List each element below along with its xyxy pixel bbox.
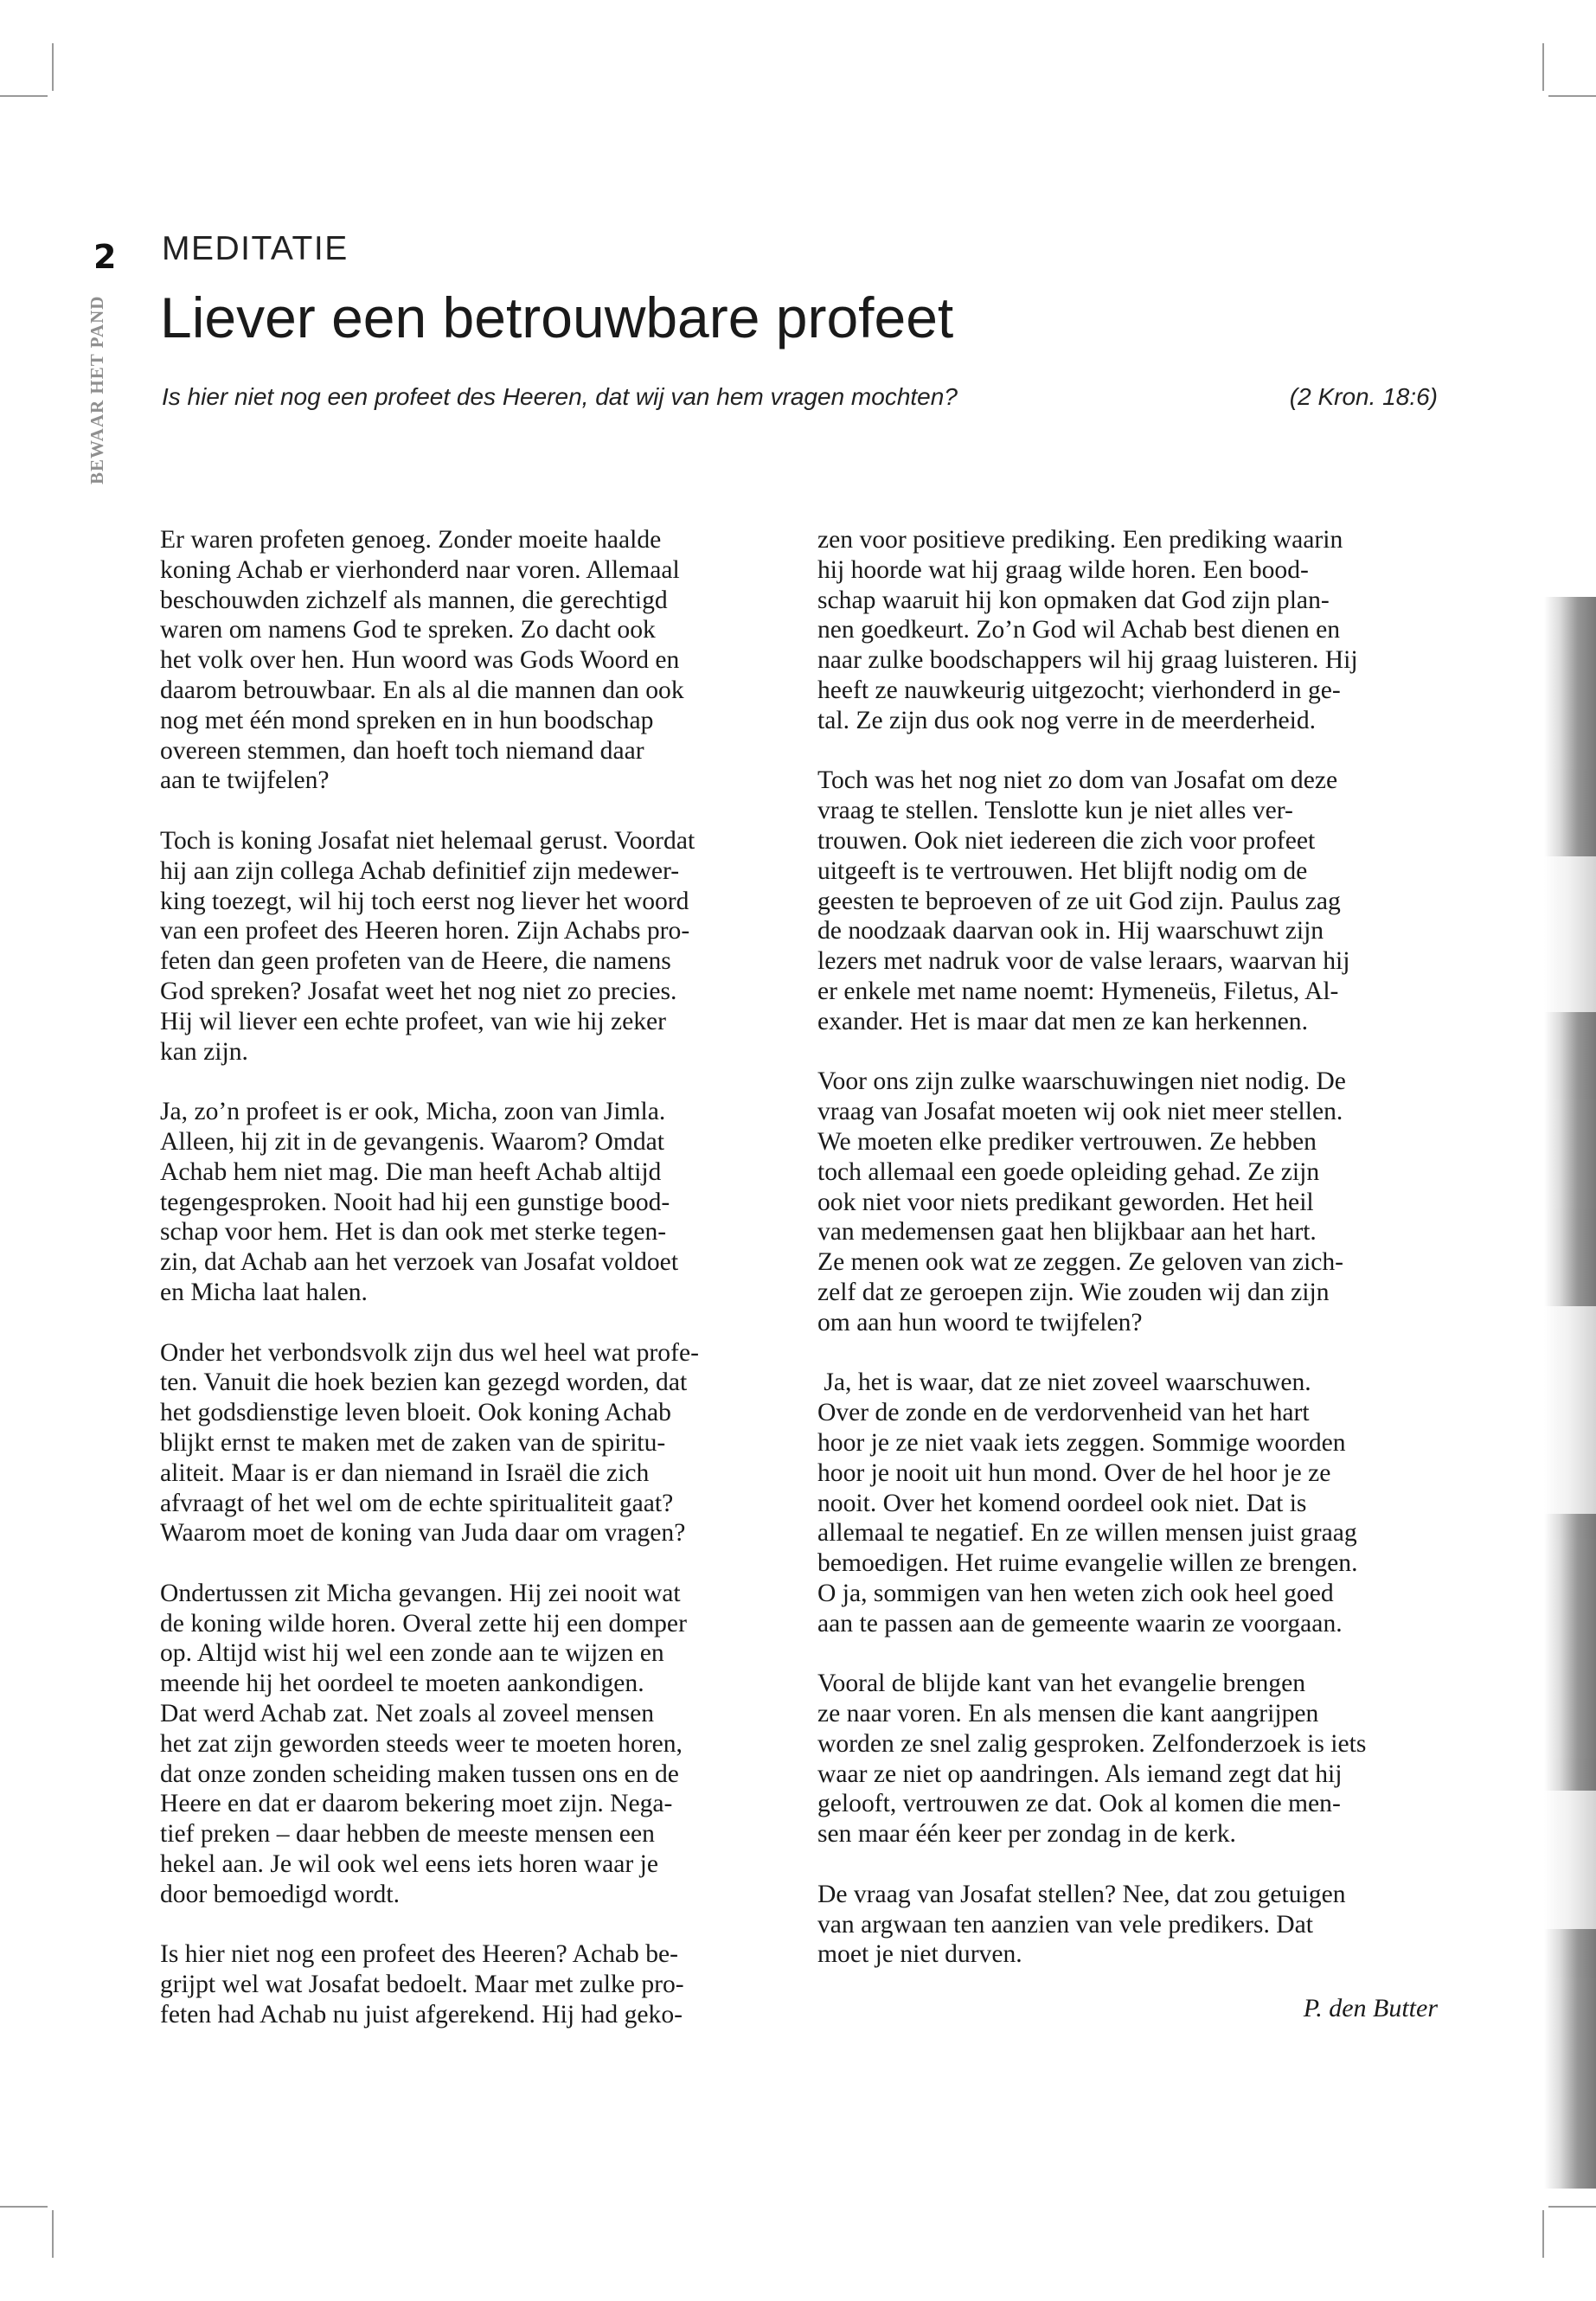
- text-line: de noodzaak daarvan ook in. Hij waarschuwt zijn: [817, 917, 1324, 945]
- text-line: het zat zijn geworden steeds weer te moeten horen,: [160, 1729, 683, 1758]
- edge-photo: [1544, 597, 1596, 2189]
- text-line: aan te twijfelen?: [160, 766, 330, 795]
- text-line: trouwen. Ook niet iedereen die zich voor profeet: [817, 826, 1316, 855]
- running-title: BEWAAR HET PAND: [87, 295, 107, 484]
- text-line: grijpt wel wat Josafat bedoelt. Maar met zulke pro-: [160, 1971, 684, 1999]
- crop-mark-top-left-h: [0, 95, 48, 97]
- text-line: exander. Het is maar dat men ze kan herkennen.: [817, 1007, 1308, 1035]
- section-label: MEDITATIE: [162, 230, 349, 267]
- text-line: beschouwden zichzelf als mannen, die gerechtigd: [160, 586, 668, 614]
- text-line: blijkt ernst te maken met de zaken van de spiritu-: [160, 1428, 666, 1457]
- text-line: om aan hun woord te twijfelen?: [817, 1308, 1143, 1336]
- text-line: koning Achab er vierhonderd naar voren. Allemaal: [160, 555, 680, 584]
- left-column: [160, 525, 783, 2061]
- text-line: allemaal te negatief. En ze willen mensen juist graag: [817, 1519, 1357, 1548]
- text-line: overeen stemmen, dan hoeft toch niemand daar: [160, 736, 644, 765]
- text-line: gelooft, vertrouwen ze dat. Ook al komen die men-: [817, 1790, 1341, 1818]
- text-line: lezers met nadruk voor de valse leraars, waarvan hij: [817, 947, 1350, 976]
- text-line: Ja, het is waar, dat ze niet zoveel waarschuwen.: [817, 1368, 1311, 1397]
- text-line: aan te passen aan de gemeente waarin ze voorgaan.: [817, 1609, 1343, 1638]
- text-line: vraag te stellen. Tenslotte kun je niet alles ver-: [817, 797, 1293, 825]
- text-line: Is hier niet nog een profeet des Heeren? Achab be-: [160, 1940, 678, 1969]
- verse-text: Is hier niet nog een profeet des Heeren, dat wij van hem vragen mochten?: [162, 383, 958, 410]
- paragraph: [160, 1579, 783, 1910]
- text-line: zelf dat ze geroepen zijn. Wie zouden wij dan zijn: [817, 1278, 1330, 1306]
- paragraph: [160, 525, 783, 796]
- paragraph: [817, 1880, 1440, 1970]
- text-line: tief preken – daar hebben de meeste mensen een: [160, 1820, 655, 1849]
- text-line: hoor je ze niet vaak iets zeggen. Sommige woorden: [817, 1428, 1346, 1457]
- scripture-verse: [162, 383, 1438, 411]
- article-title: Liever een betrouwbare profeet: [160, 285, 954, 349]
- crop-mark-bottom-left: [52, 2210, 54, 2258]
- text-line: feten dan geen profeten van de Heere, die namens: [160, 947, 671, 976]
- text-line: schap waaruit hij kon opmaken dat God zijn plan-: [817, 586, 1330, 614]
- text-line: Dat werd Achab zat. Net zoals al zoveel mensen: [160, 1700, 655, 1728]
- crop-mark-top-left: [52, 43, 54, 91]
- paragraph: [160, 826, 783, 1067]
- text-line: heeft ze nauwkeurig uitgezocht; vierhonderd in ge-: [817, 676, 1341, 704]
- text-line: Onder het verbondsvolk zijn dus wel heel wat profe-: [160, 1338, 699, 1367]
- text-line: Ondertussen zit Micha gevangen. Hij zei nooit wat: [160, 1579, 681, 1607]
- text-line: worden ze snel zalig gesproken. Zelfonderzoek is iets: [817, 1729, 1367, 1758]
- text-line: van medemensen gaat hen blijkbaar aan het hart.: [817, 1218, 1317, 1247]
- verse-reference: (2 Kron. 18:6): [1289, 383, 1438, 410]
- text-line: sen maar één keer per zondag in de kerk.: [817, 1820, 1236, 1849]
- paragraph: [160, 1097, 783, 1308]
- paragraph: [817, 1067, 1440, 1337]
- paragraph: [817, 525, 1440, 736]
- text-line: tegengesproken. Nooit had hij een gunstige bood-: [160, 1188, 670, 1216]
- text-line: van argwaan ten aanzien van vele predikers. Dat: [817, 1910, 1313, 1939]
- text-line: nen goedkeurt. Zo’n God wil Achab best dienen en: [817, 616, 1341, 644]
- text-line: Heere en dat er daarom bekering moet zijn. Nega-: [160, 1790, 673, 1818]
- text-line: hij aan zijn collega Achab definitief zijn medewer-: [160, 856, 680, 885]
- text-line: Toch is koning Josafat niet helemaal gerust. Voordat: [160, 826, 695, 855]
- crop-mark-top-right: [1542, 43, 1544, 91]
- crop-mark-bottom-left-h: [0, 2206, 48, 2208]
- paragraph: [817, 1368, 1440, 1638]
- text-line: Toch was het nog niet zo dom van Josafat om deze: [817, 766, 1338, 795]
- text-line: God spreken? Josafat weet het nog niet zo precies.: [160, 977, 677, 1005]
- text-line: door bemoedigd wordt.: [160, 1880, 400, 1908]
- text-line: schap voor hem. Het is dan ook met sterke tegen-: [160, 1218, 667, 1247]
- text-line: hoor je nooit uit hun mond. Over de hel hoor je ze: [817, 1458, 1331, 1487]
- text-line: van een profeet des Heeren horen. Zijn Achabs pro-: [160, 917, 690, 945]
- text-line: king toezegt, wil hij toch eerst nog liever het woord: [160, 887, 689, 915]
- text-line: Vooral de blijde kant van het evangelie brengen: [817, 1670, 1305, 1698]
- text-line: de koning wilde horen. Overal zette hij een domper: [160, 1609, 687, 1638]
- text-line: meende hij het oordeel te moeten aankondigen.: [160, 1670, 644, 1698]
- text-line: daarom betrouwbaar. En als al die mannen dan ook: [160, 676, 684, 704]
- text-line: het godsdienstige leven bloeit. Ook koning Achab: [160, 1399, 671, 1427]
- text-line: ze naar voren. En als mensen die kant aangrijpen: [817, 1700, 1319, 1728]
- text-line: waar ze niet op aandringen. Als iemand zegt dat hij: [817, 1759, 1343, 1788]
- text-line: O ja, sommigen van hen weten zich ook heel goed: [817, 1579, 1334, 1607]
- paragraph: [817, 1669, 1440, 1849]
- text-line: Hij wil liever een echte profeet, van wie hij zeker: [160, 1007, 667, 1035]
- page-number: 2: [93, 238, 117, 276]
- text-line: waren om namens God te spreken. Zo dacht ook: [160, 616, 656, 644]
- text-line: bemoedigen. Het ruime evangelie willen ze brengen.: [817, 1549, 1358, 1578]
- text-line: geesten te beproeven of ze uit God zijn. Paulus zag: [817, 887, 1341, 915]
- text-line: en Micha laat halen.: [160, 1278, 368, 1306]
- text-line: ook niet voor niets predikant geworden. Het heil: [817, 1188, 1314, 1216]
- text-line: vraag van Josafat moeten wij ook niet meer stellen.: [817, 1098, 1343, 1126]
- text-line: er enkele met name noemt: Hymeneüs, Filetus, Al-: [817, 977, 1339, 1005]
- text-line: Er waren profeten genoeg. Zonder moeite haalde: [160, 526, 662, 554]
- text-line: uitgeeft is te vertrouwen. Het blijft nodig om de: [817, 856, 1308, 885]
- crop-mark-bottom-right-h: [1548, 2206, 1596, 2208]
- text-line: nog met één mond spreken en in hun boodschap: [160, 706, 654, 734]
- text-line: zin, dat Achab aan het verzoek van Josafat voldoet: [160, 1248, 679, 1277]
- paragraph: [160, 1939, 783, 2029]
- text-line: Voor ons zijn zulke waarschuwingen niet nodig. De: [817, 1067, 1346, 1096]
- author-signature: P. den Butter: [1303, 1994, 1438, 2022]
- crop-mark-bottom-right: [1542, 2210, 1544, 2258]
- text-line: De vraag van Josafat stellen? Nee, dat zou getuigen: [817, 1880, 1346, 1908]
- text-line: naar zulke boodschappers wil hij graag luisteren. Hij: [817, 646, 1358, 675]
- text-line: dat onze zonden scheiding maken tussen ons en de: [160, 1759, 679, 1788]
- text-line: kan zijn.: [160, 1037, 248, 1066]
- paragraph: [817, 766, 1440, 1036]
- text-line: We moeten elke prediker vertrouwen. Ze hebben: [817, 1127, 1317, 1156]
- paragraph: [160, 1338, 783, 1549]
- crop-mark-top-right-h: [1548, 95, 1596, 97]
- text-line: Ja, zo’n profeet is er ook, Micha, zoon van Jimla.: [160, 1098, 666, 1126]
- text-line: moet je niet durven.: [817, 1940, 1022, 1969]
- text-line: op. Altijd wist hij wel een zonde aan te wijzen en: [160, 1639, 664, 1668]
- text-line: tal. Ze zijn dus ook nog verre in de meerderheid.: [817, 706, 1317, 734]
- text-line: hij hoorde wat hij graag wilde horen. Een bood-: [817, 555, 1309, 584]
- text-line: ten. Vanuit die hoek bezien kan gezegd worden, dat: [160, 1368, 688, 1397]
- text-line: aliteit. Maar is er dan niemand in Israël die zich: [160, 1458, 650, 1487]
- right-column: [817, 525, 1440, 2000]
- text-line: het volk over hen. Hun woord was Gods Woord en: [160, 646, 680, 675]
- text-line: toch allemaal een goede opleiding gehad. Ze zijn: [817, 1157, 1320, 1186]
- text-line: afvraagt of het wel om de echte spiritualiteit gaat?: [160, 1489, 674, 1517]
- text-line: Ze menen ook wat ze zeggen. Ze geloven van zich-: [817, 1248, 1344, 1277]
- text-line: nooit. Over het komend oordeel ook niet. Dat is: [817, 1489, 1307, 1517]
- text-line: Alleen, hij zit in de gevangenis. Waarom? Omdat: [160, 1127, 665, 1156]
- text-line: hekel aan. Je wil ook wel eens iets horen waar je: [160, 1850, 659, 1879]
- text-line: Waarom moet de koning van Juda daar om vragen?: [160, 1519, 686, 1548]
- text-line: Over de zonde en de verdorvenheid van het hart: [817, 1399, 1310, 1427]
- text-line: Achab hem niet mag. Die man heeft Achab altijd: [160, 1157, 662, 1186]
- text-line: zen voor positieve prediking. Een prediking waarin: [817, 526, 1343, 554]
- text-line: feten had Achab nu juist afgerekend. Hij had geko-: [160, 2001, 683, 2029]
